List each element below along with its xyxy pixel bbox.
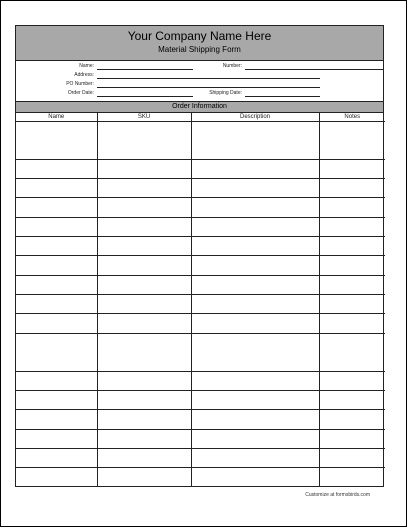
sku-cell[interactable] [97, 430, 191, 449]
description-cell[interactable] [191, 198, 319, 218]
table-row [16, 160, 385, 179]
notes-cell[interactable] [319, 276, 385, 295]
table-row [16, 276, 385, 295]
column-header-name: Name [16, 113, 97, 122]
sku-cell[interactable] [97, 122, 191, 160]
form-header [16, 26, 383, 61]
address-field[interactable] [97, 78, 320, 79]
table-row [16, 256, 385, 276]
name-cell[interactable] [16, 237, 97, 256]
sku-cell[interactable] [97, 218, 191, 237]
shipping-date-field[interactable] [245, 96, 320, 97]
table-row [16, 449, 385, 468]
description-cell[interactable] [191, 468, 319, 486]
description-cell[interactable] [191, 237, 319, 256]
notes-cell[interactable] [319, 179, 385, 198]
sku-cell[interactable] [97, 372, 191, 391]
address-label: Address: [74, 72, 94, 78]
table-row [16, 430, 385, 449]
description-cell[interactable] [191, 295, 319, 314]
name-cell[interactable] [16, 295, 97, 314]
name-cell[interactable] [16, 391, 97, 410]
notes-cell[interactable] [319, 468, 385, 486]
table-row [16, 334, 385, 372]
footer-credit: Customize at formsbirds.com [305, 492, 370, 498]
notes-cell[interactable] [319, 237, 385, 256]
notes-cell[interactable] [319, 372, 385, 391]
order-items-body [16, 122, 385, 486]
sku-cell[interactable] [97, 449, 191, 468]
name-cell[interactable] [16, 372, 97, 391]
number-label: Number: [222, 63, 242, 69]
notes-cell[interactable] [319, 449, 385, 468]
order-date-label: Order Date: [67, 90, 94, 96]
description-cell[interactable] [191, 372, 319, 391]
name-cell[interactable] [16, 410, 97, 430]
sku-cell[interactable] [97, 468, 191, 486]
description-cell[interactable] [191, 449, 319, 468]
notes-cell[interactable] [319, 122, 385, 160]
description-cell[interactable] [191, 334, 319, 372]
table-row [16, 237, 385, 256]
sku-cell[interactable] [97, 256, 191, 276]
order-items-table [16, 113, 385, 486]
table-row [16, 295, 385, 314]
name-cell[interactable] [16, 198, 97, 218]
po-number-label: PO Number: [66, 81, 94, 87]
table-row [16, 122, 385, 160]
sku-cell[interactable] [97, 237, 191, 256]
table-row [16, 372, 385, 391]
notes-cell[interactable] [319, 391, 385, 410]
notes-cell[interactable] [319, 256, 385, 276]
description-cell[interactable] [191, 256, 319, 276]
name-cell[interactable] [16, 449, 97, 468]
description-cell[interactable] [191, 218, 319, 237]
name-cell[interactable] [16, 430, 97, 449]
sku-cell[interactable] [97, 410, 191, 430]
notes-cell[interactable] [319, 430, 385, 449]
notes-cell[interactable] [319, 160, 385, 179]
company-name: Your Company Name Here [127, 29, 272, 43]
table-row [16, 179, 385, 198]
sku-cell[interactable] [97, 295, 191, 314]
table-row [16, 410, 385, 430]
notes-cell[interactable] [319, 410, 385, 430]
notes-cell[interactable] [319, 218, 385, 237]
description-cell[interactable] [191, 122, 319, 160]
sku-cell[interactable] [97, 198, 191, 218]
order-date-field[interactable] [97, 96, 193, 97]
table-header-row [16, 113, 385, 122]
table-row [16, 218, 385, 237]
description-cell[interactable] [191, 276, 319, 295]
notes-cell[interactable] [319, 198, 385, 218]
description-cell[interactable] [191, 391, 319, 410]
notes-cell[interactable] [319, 334, 385, 372]
column-header-notes: Notes [319, 113, 385, 122]
name-cell[interactable] [16, 160, 97, 179]
description-cell[interactable] [191, 160, 319, 179]
table-row [16, 391, 385, 410]
form-title: Material Shipping Form [158, 45, 241, 54]
sku-cell[interactable] [97, 334, 191, 372]
name-field[interactable] [97, 69, 193, 70]
order-information-header: Order Information [16, 102, 383, 113]
notes-cell[interactable] [319, 314, 385, 334]
table-row [16, 198, 385, 218]
name-cell[interactable] [16, 468, 97, 486]
table-row [16, 314, 385, 334]
shipping-form [15, 25, 384, 487]
name-cell[interactable] [16, 122, 97, 160]
sku-cell[interactable] [97, 391, 191, 410]
description-cell[interactable] [191, 410, 319, 430]
po-number-field[interactable] [97, 87, 320, 88]
notes-cell[interactable] [319, 295, 385, 314]
name-cell[interactable] [16, 334, 97, 372]
description-cell[interactable] [191, 179, 319, 198]
name-cell[interactable] [16, 276, 97, 295]
description-cell[interactable] [191, 430, 319, 449]
sku-cell[interactable] [97, 160, 191, 179]
name-cell[interactable] [16, 179, 97, 198]
sku-cell[interactable] [97, 179, 191, 198]
table-row [16, 468, 385, 486]
name-cell[interactable] [16, 314, 97, 334]
sku-cell[interactable] [97, 314, 191, 334]
name-cell[interactable] [16, 218, 97, 237]
column-header-sku: SKU [97, 113, 191, 122]
shipping-date-label: Shipping Date: [209, 90, 242, 96]
description-cell[interactable] [191, 314, 319, 334]
name-cell[interactable] [16, 256, 97, 276]
name-label: Name: [79, 63, 94, 69]
sku-cell[interactable] [97, 276, 191, 295]
column-header-description: Description [191, 113, 319, 122]
shipping-info-section [16, 61, 383, 102]
number-field[interactable] [245, 69, 384, 70]
